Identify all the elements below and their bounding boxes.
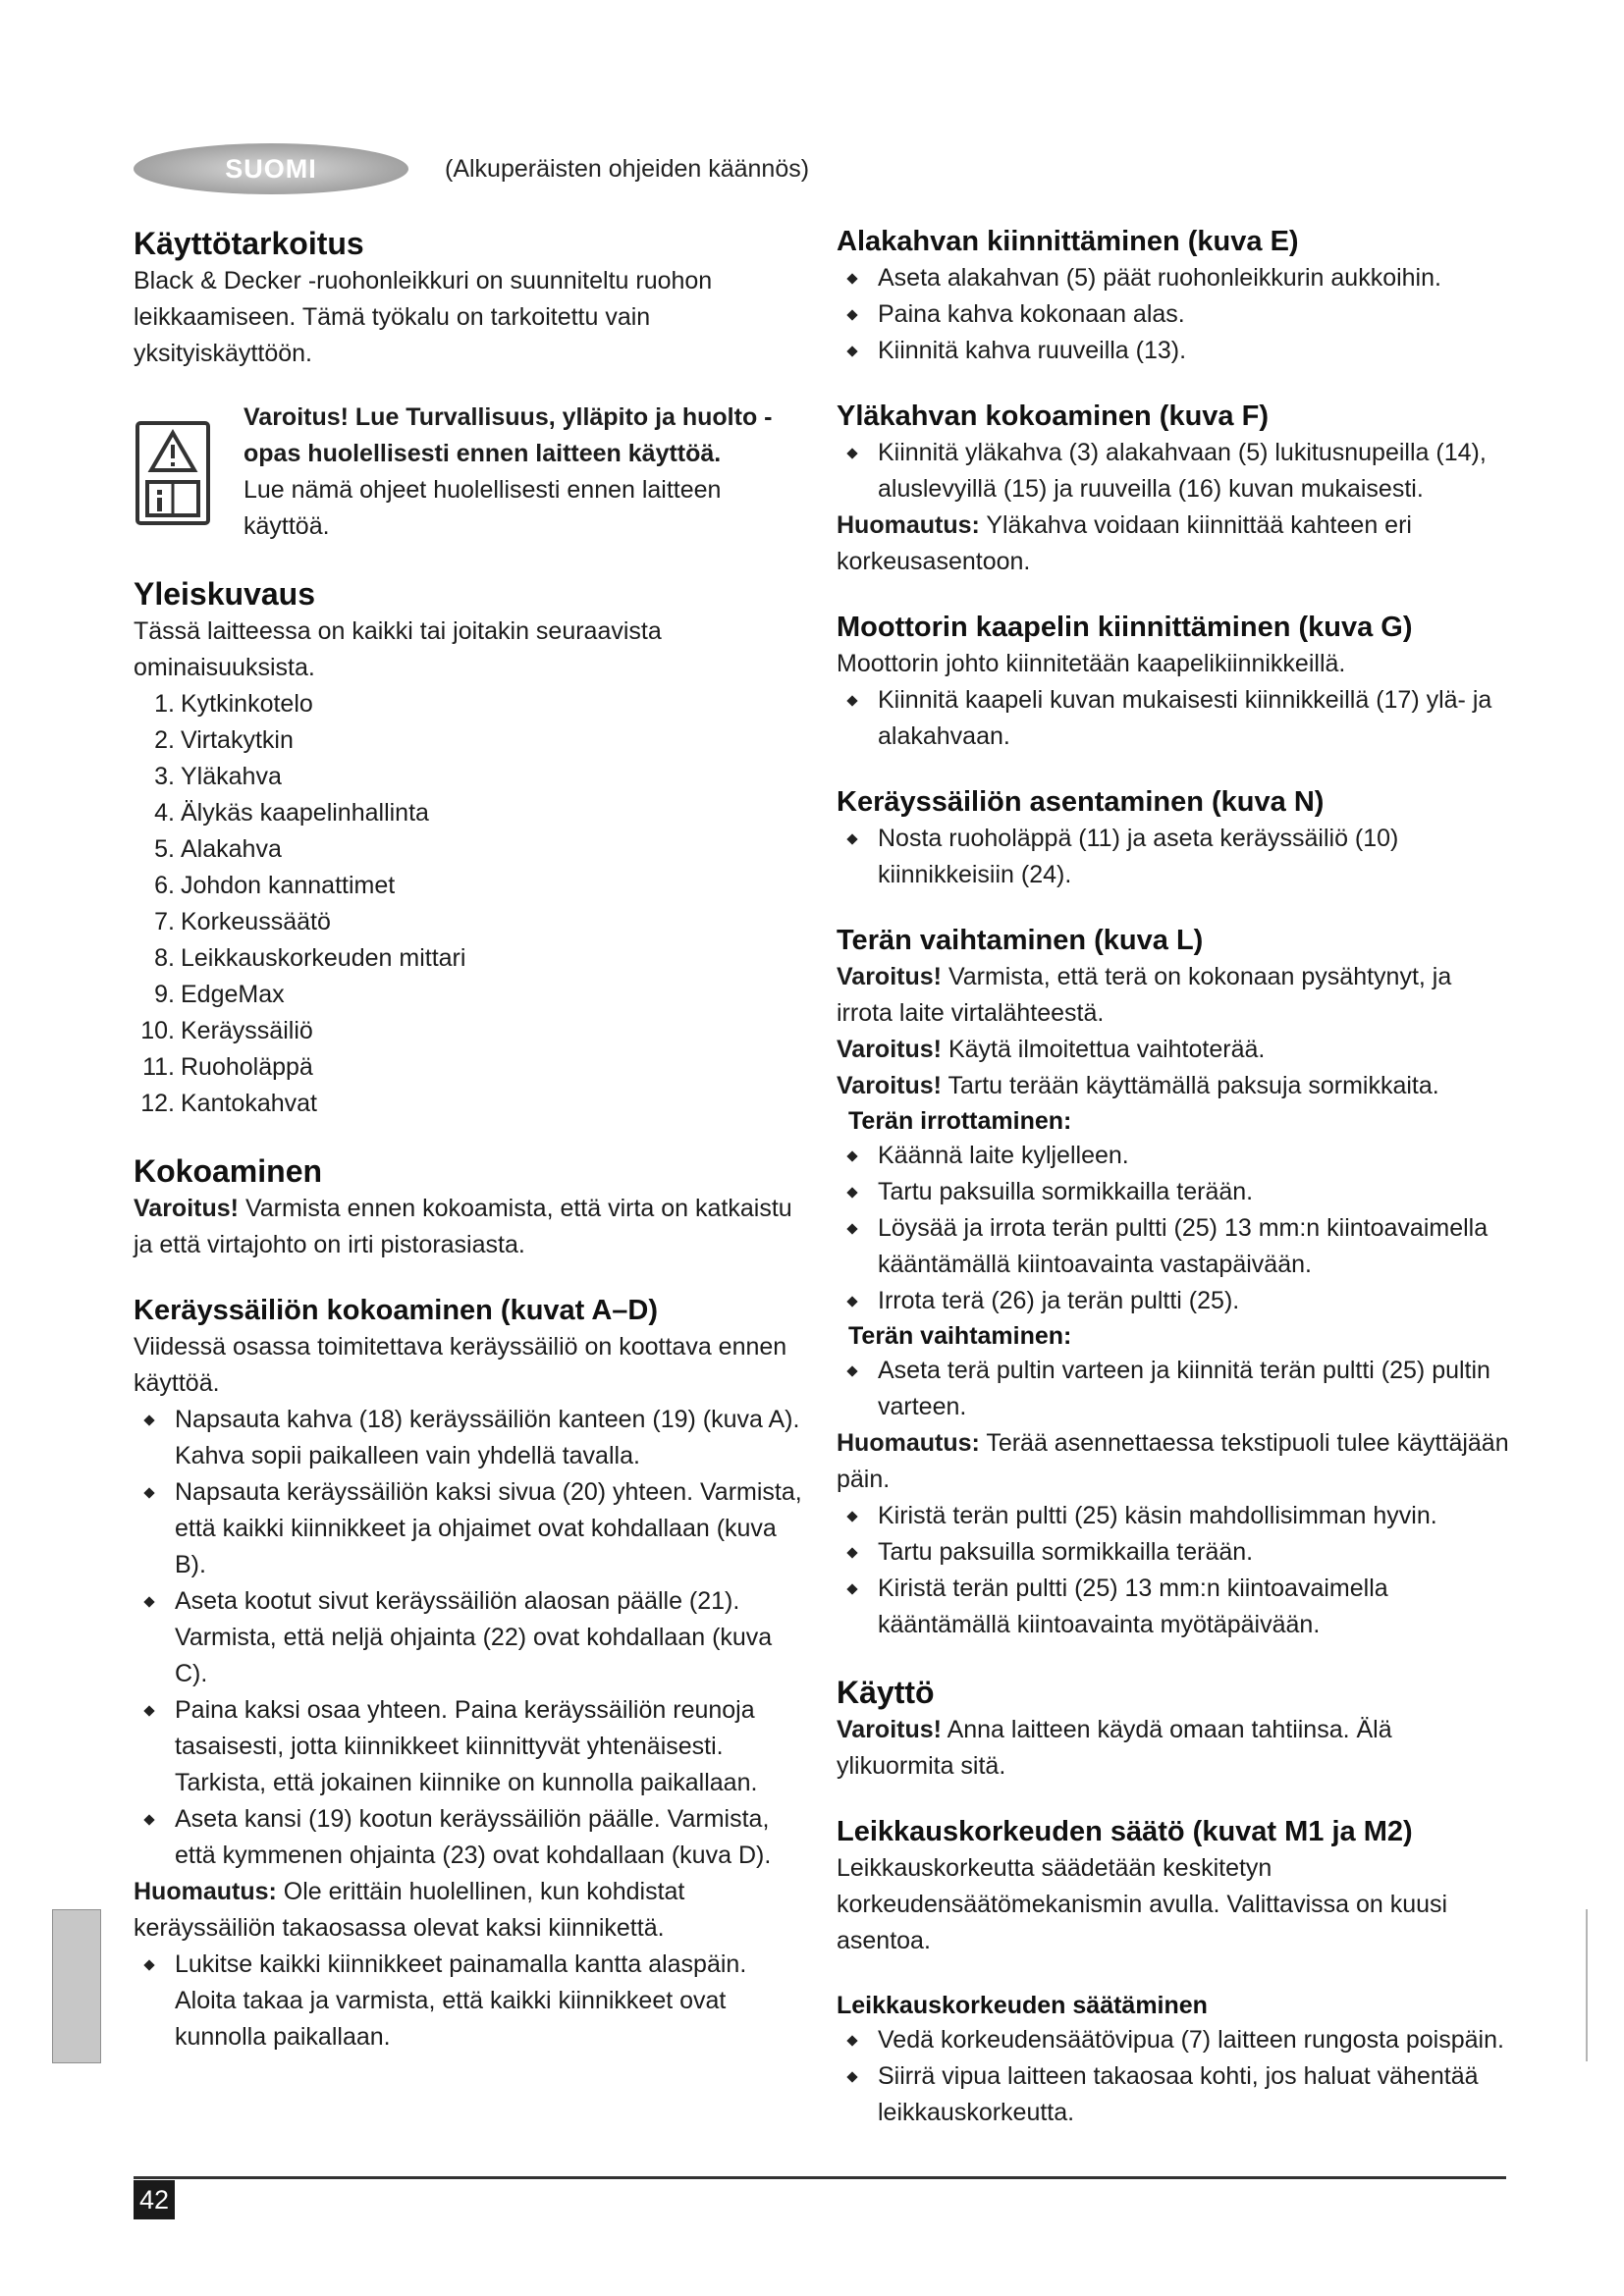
right-column <box>837 224 1514 2131</box>
cable-title: Moottorin kaapelin kiinnittäminen (kuva G) <box>837 612 1413 643</box>
warning-text: Lue nämä ohjeet huolellisesti ennen laitteen käyttöä. <box>244 476 722 540</box>
list-item: 7. Korkeussäätö <box>154 908 331 935</box>
warning-box <box>134 400 811 545</box>
list-item: Aseta alakahvan (5) päät ruohonleikkurin aukkoihin. <box>837 260 1514 296</box>
blade-note: Huomautus: Terää asennettaessa tekstipuoli tulee käyttäjään päin. <box>837 1429 1509 1493</box>
height-steps <box>837 2022 1514 2131</box>
upper-handle-title: Yläkahvan kokoaminen (kuva F) <box>837 400 1269 432</box>
list-item: Vedä korkeudensäätövipua (7) laitteen rungosta poispäin. <box>837 2022 1514 2058</box>
cable-steps <box>837 682 1514 755</box>
list-item: 1. Kytkinkotelo <box>154 690 313 718</box>
blade-warning: Varoitus! Käytä ilmoitettua vaihtoterää. <box>837 1036 1266 1063</box>
page-number: 42 <box>134 2180 175 2219</box>
list-item: 11. Ruoholäppä <box>142 1053 313 1081</box>
upper-handle-note: Huomautus: Yläkahva voidaan kiinnittää kahteen eri korkeusasentoon. <box>837 511 1412 575</box>
blade-title: Terän vaihtaminen (kuva L) <box>837 925 1204 956</box>
intended-use-text: Black & Decker -ruohonleikkuri on suunniteltu ruohon leikkaamiseen. Tämä työkalu on tarkoitettu vain yksityiskäyttöön. <box>134 267 713 367</box>
list-item: Siirrä vipua laitteen takaosaa kohti, jos haluat vähentää leikkauskorkeutta. <box>837 2058 1514 2131</box>
read-manual-warning-icon <box>134 419 212 527</box>
list-item: Aseta kansi (19) kootun keräyssäiliön päälle. Varmista, että kymmenen ohjainta (23) ovat kohdallaan (kuva D). <box>134 1801 811 1874</box>
list-item: Paina kaksi osaa yhteen. Paina keräyssäiliön reunoja tasaisesti, jotta kiinnikkeet kiinnittyvät yhtenäisesti. Tarkista, että jokainen kiinnike on kunnolla paikallaan. <box>134 1692 811 1801</box>
box-assembly-steps <box>134 1402 811 1874</box>
list-item: Kiristä terän pultti (25) käsin mahdollisimman hyvin. <box>837 1498 1514 1534</box>
box-fit-title: Keräyssäiliön asentaminen (kuva N) <box>837 786 1325 818</box>
list-item: 12. Kantokahvat <box>140 1090 317 1117</box>
list-item: Napsauta keräyssäiliön kaksi sivua (20) yhteen. Varmista, että kaikki kiinnikkeet ja ohjaimet ovat kohdallaan (kuva B). <box>134 1474 811 1583</box>
box-assembly-note: Huomautus: Ole erittäin huolellinen, kun kohdistat keräyssäiliön takaosassa olevat kaksi kiinnikettä. <box>134 1878 685 1942</box>
list-item: Käännä laite kyljelleen. <box>837 1138 1514 1174</box>
list-item: Lukitse kaikki kiinnikkeet painamalla kantta alaspäin. Aloita takaa ja varmista, että kaikki kiinnikkeet ovat kunnolla paikallaan. <box>134 1947 811 2056</box>
list-item: 3. Yläkahva <box>154 763 282 790</box>
list-item: Aseta kootut sivut keräyssäiliön alaosan päälle (21). Varmista, että neljä ohjainta (22) ovat kohdallaan (kuva C). <box>134 1583 811 1692</box>
box-fit-steps <box>837 821 1514 893</box>
parts-list <box>134 686 811 1122</box>
list-item: 2. Virtakytkin <box>154 726 294 754</box>
list-item: Kiinnitä kahva ruuveilla (13). <box>837 333 1514 369</box>
box-assembly-intro: Viidessä osassa toimitettava keräyssäiliö on koottava ennen käyttöä. <box>134 1333 787 1397</box>
list-item: Nosta ruoholäppä (11) ja aseta keräyssäiliö (10) kiinnikkeisiin (24). <box>837 821 1514 893</box>
footer-rule <box>134 2176 1506 2179</box>
blade-replace-steps <box>837 1353 1514 1425</box>
blade-replace-title: Terän vaihtaminen: <box>848 1322 1072 1350</box>
assembly-title: Kokoaminen <box>134 1153 323 1189</box>
use-warning: Varoitus! Anna laitteen käydä omaan tahtiinsa. Älä ylikuormita sitä. <box>837 1716 1392 1780</box>
list-item: Tartu paksuilla sormikkailla terään. <box>837 1174 1514 1210</box>
warning-bold-text: Varoitus! Lue Turvallisuus, ylläpito ja huolto -opas huolellisesti ennen laitteen käyttöä. <box>244 403 773 467</box>
cable-intro: Moottorin johto kiinnitetään kaapelikiinnikkeillä. <box>837 650 1346 677</box>
language-tab: SUOMI <box>134 143 408 194</box>
blade-warning: Varoitus! Varmista, että terä on kokonaan pysähtynyt, ja irrota laite virtalähteestä. <box>837 963 1452 1027</box>
lower-handle-steps <box>837 260 1514 369</box>
list-item: Aseta terä pultin varteen ja kiinnitä terän pultti (25) pultin varteen. <box>837 1353 1514 1425</box>
translation-note: (Alkuperäisten ohjeiden käännös) <box>445 155 810 183</box>
list-item: Löysää ja irrota terän pultti (25) 13 mm:n kiintoavaimella kääntämällä kiintoavainta vastapäivään. <box>837 1210 1514 1283</box>
assembly-warning: Varoitus! Varmista ennen kokoamista, että virta on katkaistu ja että virtajohto on irti pistorasiasta. <box>134 1195 792 1258</box>
list-item: 4. Älykäs kaapelinhallinta <box>154 799 429 827</box>
height-title: Leikkauskorkeuden säätö (kuvat M1 ja M2) <box>837 1816 1413 1847</box>
use-title: Käyttö <box>837 1675 935 1710</box>
list-item: 10. Keräyssäiliö <box>140 1017 313 1044</box>
blade-remove-title: Terän irrottaminen: <box>848 1107 1072 1135</box>
list-item: Kiinnitä yläkahva (3) alakahvaan (5) lukitusnupeilla (14), aluslevyillä (15) ja ruuveilla (16) kuvan mukaisesti. <box>837 435 1514 507</box>
list-item: Napsauta kahva (18) keräyssäiliön kanteen (19) (kuva A). Kahva sopii paikalleen vain yhdellä tavalla. <box>134 1402 811 1474</box>
list-item: Paina kahva kokonaan alas. <box>837 296 1514 333</box>
upper-handle-steps <box>837 435 1514 507</box>
height-sub-title: Leikkauskorkeuden säätäminen <box>837 1992 1208 2019</box>
overview-intro: Tässä laitteessa on kaikki tai joitakin seuraavista ominaisuuksista. <box>134 617 662 681</box>
blade-final-steps <box>837 1498 1514 1643</box>
height-intro: Leikkauskorkeutta säädetään keskitetyn korkeudensäätömekanismin avulla. Valittavissa on kuusi asentoa. <box>837 1854 1448 1954</box>
list-item: 6. Johdon kannattimet <box>154 872 396 899</box>
list-item: 8. Leikkauskorkeuden mittari <box>154 944 466 972</box>
list-item: 5. Alakahva <box>154 835 282 863</box>
intended-use-title: Käyttötarkoitus <box>134 226 364 261</box>
list-item: 9. EdgeMax <box>154 981 285 1008</box>
box-assembly-final-steps <box>134 1947 811 2056</box>
section-marker-bar <box>52 1909 101 2063</box>
list-item: Irrota terä (26) ja terän pultti (25). <box>837 1283 1514 1319</box>
right-edge-line <box>1586 1909 1588 2061</box>
list-item: Tartu paksuilla sormikkailla terään. <box>837 1534 1514 1571</box>
blade-remove-steps <box>837 1138 1514 1319</box>
list-item: Kiristä terän pultti (25) 13 mm:n kiintoavaimella kääntämällä kiintoavainta myötäpäivään. <box>837 1571 1514 1643</box>
lower-handle-title: Alakahvan kiinnittäminen (kuva E) <box>837 226 1299 257</box>
left-column <box>134 224 811 2056</box>
overview-title: Yleiskuvaus <box>134 576 315 612</box>
blade-warning: Varoitus! Tartu terään käyttämällä paksuja sormikkaita. <box>837 1072 1439 1099</box>
box-assembly-title: Keräyssäiliön kokoaminen (kuvat A–D) <box>134 1295 658 1326</box>
list-item: Kiinnitä kaapeli kuvan mukaisesti kiinnikkeillä (17) ylä- ja alakahvaan. <box>837 682 1514 755</box>
